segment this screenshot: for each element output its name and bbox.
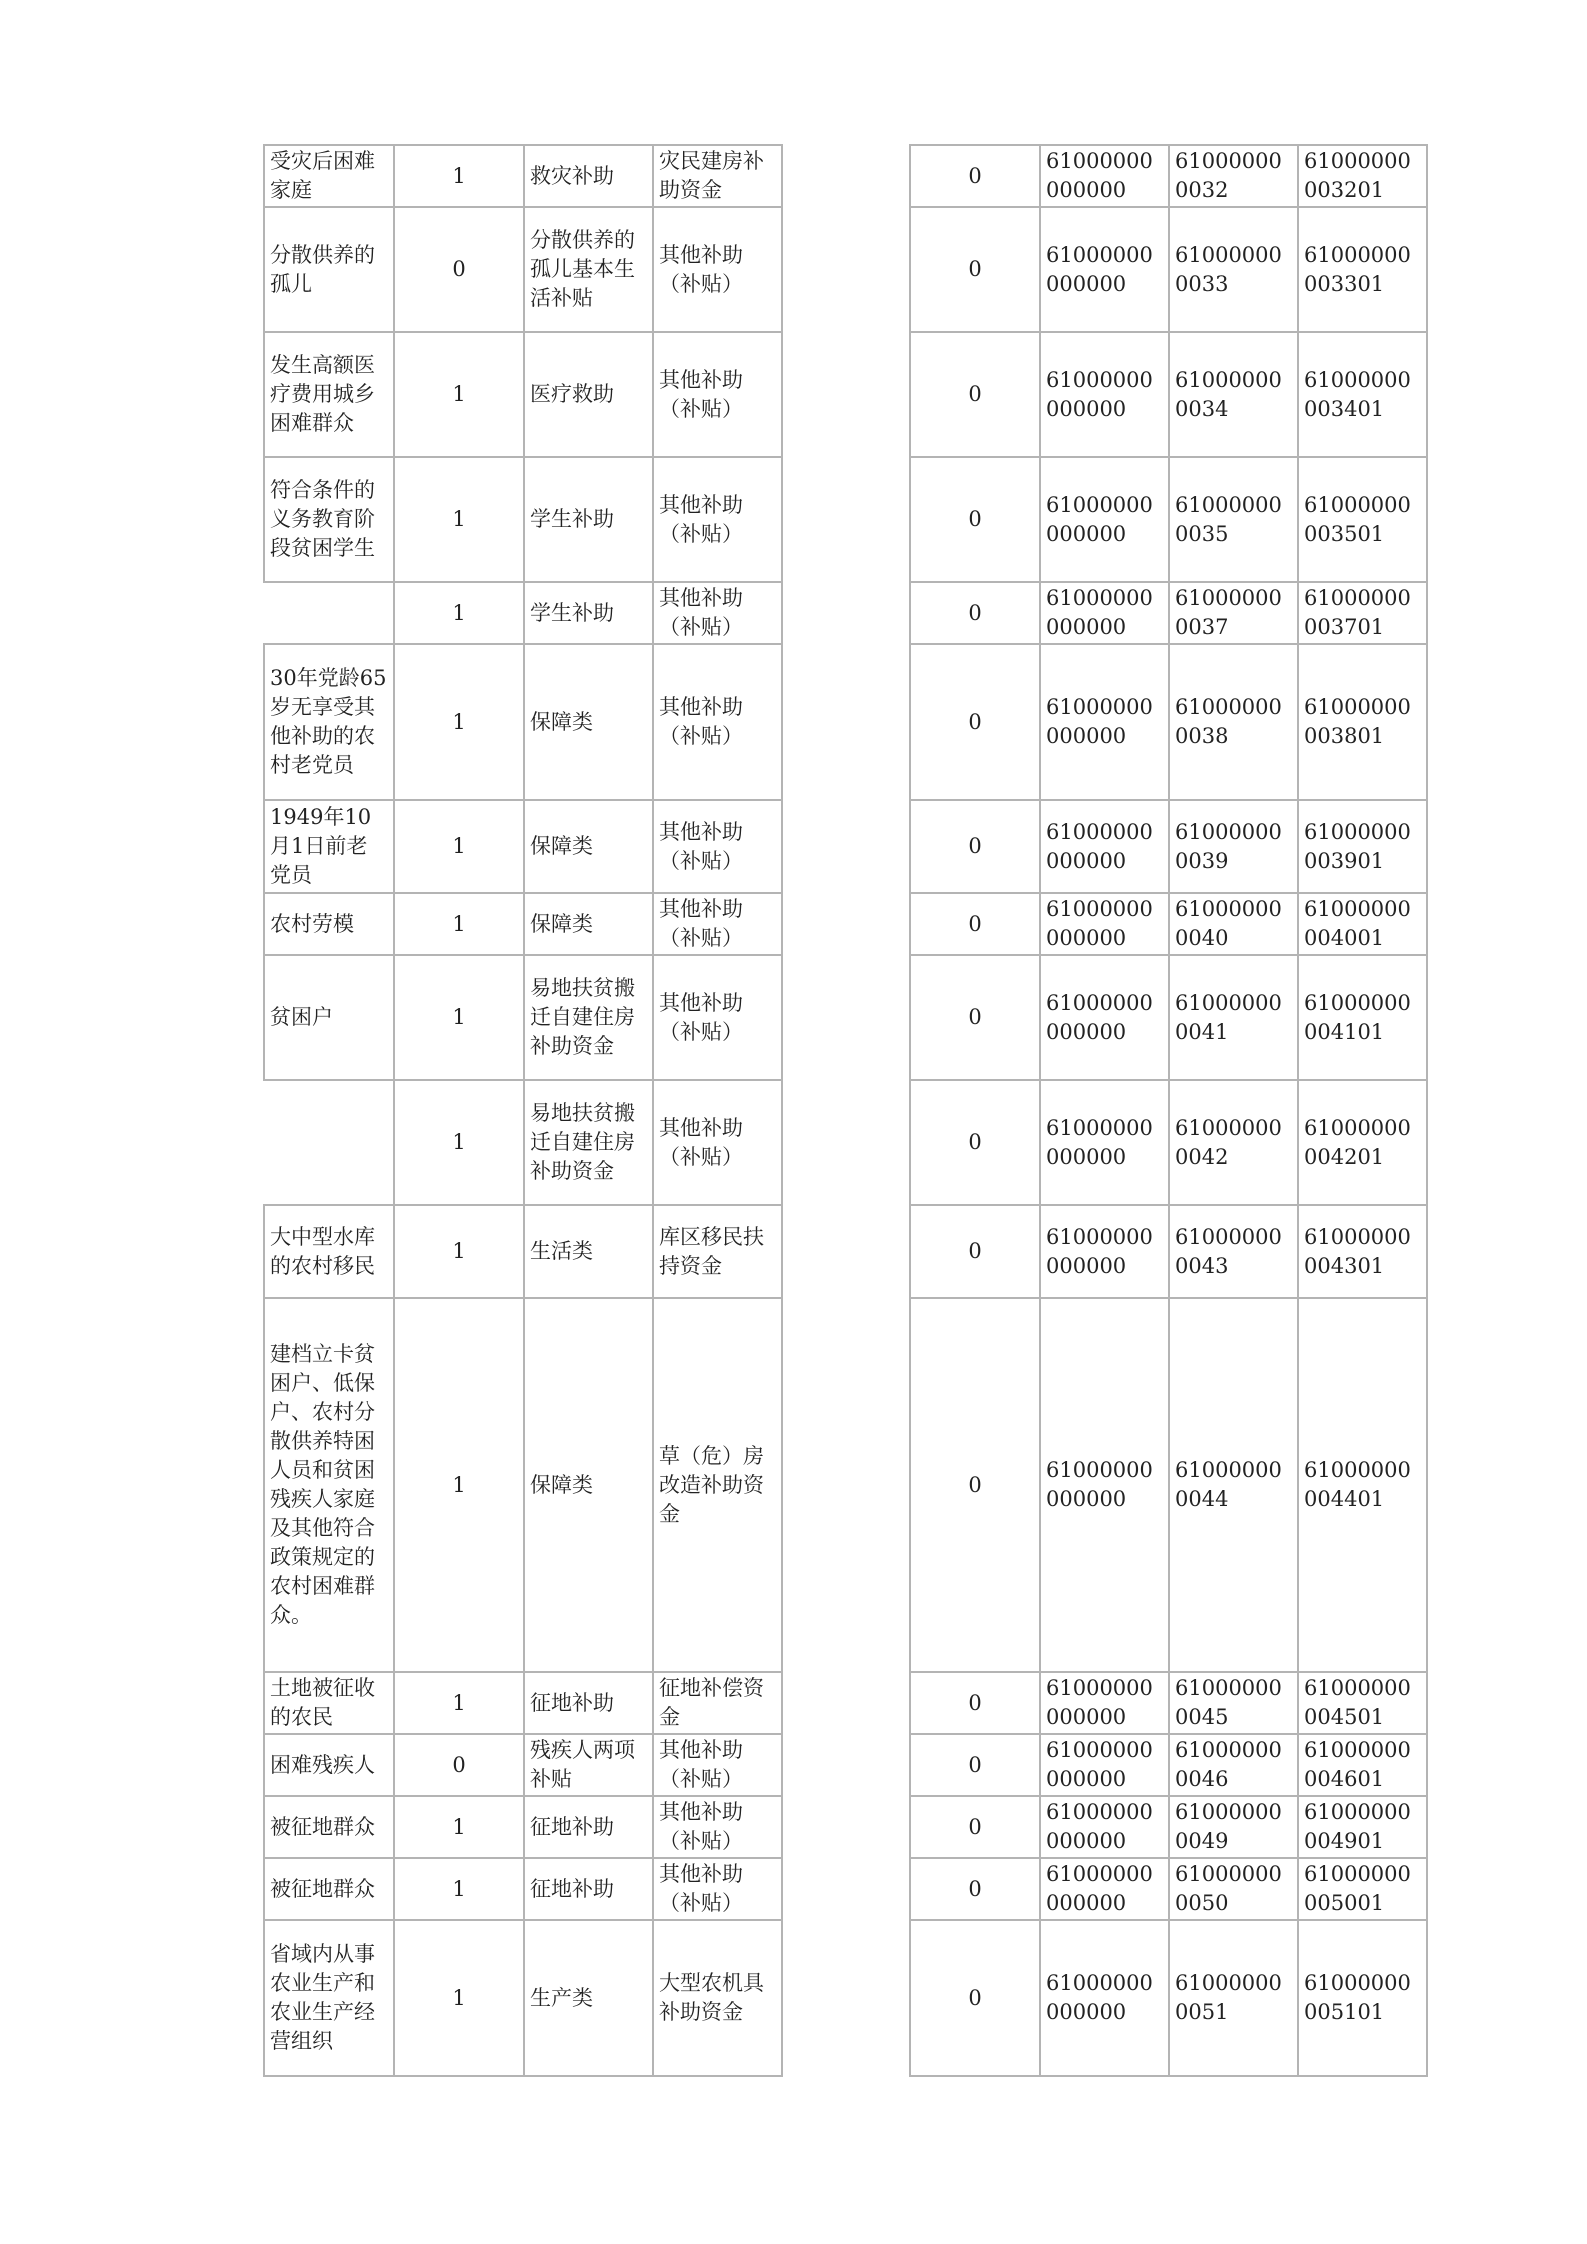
right-table-body (910, 145, 1427, 2076)
table-row (264, 955, 782, 1080)
table-row (264, 1672, 782, 1734)
cell-code2: 610000000041 (1169, 955, 1298, 1080)
cell-flag: 0 (910, 1672, 1040, 1734)
cell-code3: 61000000005101 (1298, 1920, 1427, 2076)
table-row (264, 893, 782, 955)
cell-code1: 61000000000000 (1040, 893, 1169, 955)
table-row (264, 800, 782, 893)
cell-target: 土地被征收的农民 (264, 1672, 394, 1734)
cell-item: 其他补助（补贴） (653, 893, 782, 955)
cell-flag: 1 (394, 1920, 524, 2076)
cell-code2: 610000000051 (1169, 1920, 1298, 2076)
table-row (264, 1796, 782, 1858)
cell-code1: 61000000000000 (1040, 1672, 1169, 1734)
table-row (264, 145, 782, 207)
cell-category: 救灾补助 (524, 145, 653, 207)
cell-code3: 61000000003501 (1298, 457, 1427, 582)
table-row (910, 332, 1427, 457)
table-row (264, 582, 782, 644)
table-row (264, 207, 782, 332)
cell-category: 保障类 (524, 893, 653, 955)
cell-code3: 61000000004301 (1298, 1205, 1427, 1298)
cell-item: 库区移民扶持资金 (653, 1205, 782, 1298)
table-row (910, 207, 1427, 332)
table-row (910, 1796, 1427, 1858)
cell-flag: 0 (910, 1796, 1040, 1858)
cell-target: 贫困户 (264, 955, 394, 1080)
table-row (264, 457, 782, 582)
cell-code2: 610000000032 (1169, 145, 1298, 207)
cell-target: 建档立卡贫困户、低保户、农村分散供养特困人员和贫困残疾人家庭及其他符合政策规定的农村困难群众。 (264, 1298, 394, 1672)
cell-flag: 0 (394, 1734, 524, 1796)
cell-code2: 610000000034 (1169, 332, 1298, 457)
cell-code1: 61000000000000 (1040, 1858, 1169, 1920)
cell-flag: 1 (394, 1672, 524, 1734)
table-row (910, 644, 1427, 800)
table-row (910, 1298, 1427, 1672)
cell-code1: 61000000000000 (1040, 332, 1169, 457)
cell-code1: 61000000000000 (1040, 1920, 1169, 2076)
cell-flag: 1 (394, 1858, 524, 1920)
cell-flag: 0 (910, 582, 1040, 644)
table-row (910, 582, 1427, 644)
cell-item: 其他补助（补贴） (653, 1080, 782, 1205)
cell-code1: 61000000000000 (1040, 1298, 1169, 1672)
table-row (910, 800, 1427, 893)
cell-flag: 1 (394, 1080, 524, 1205)
cell-code2: 610000000049 (1169, 1796, 1298, 1858)
cell-item: 其他补助（补贴） (653, 955, 782, 1080)
cell-code3: 61000000003301 (1298, 207, 1427, 332)
table-row (910, 1734, 1427, 1796)
cell-code2: 610000000050 (1169, 1858, 1298, 1920)
cell-flag: 0 (910, 1080, 1040, 1205)
left-table-body (264, 145, 782, 2076)
cell-flag: 1 (394, 332, 524, 457)
cell-code1: 61000000000000 (1040, 457, 1169, 582)
cell-category: 易地扶贫搬迁自建住房补助资金 (524, 1080, 653, 1205)
cell-code2: 610000000044 (1169, 1298, 1298, 1672)
cell-flag: 0 (910, 955, 1040, 1080)
cell-target (264, 1080, 394, 1205)
table-row (910, 457, 1427, 582)
cell-category: 生活类 (524, 1205, 653, 1298)
cell-code2: 610000000033 (1169, 207, 1298, 332)
cell-code1: 61000000000000 (1040, 955, 1169, 1080)
cell-category: 易地扶贫搬迁自建住房补助资金 (524, 955, 653, 1080)
cell-code1: 61000000000000 (1040, 207, 1169, 332)
cell-category: 残疾人两项补贴 (524, 1734, 653, 1796)
cell-target: 符合条件的义务教育阶段贫困学生 (264, 457, 394, 582)
table-row (910, 1672, 1427, 1734)
cell-item: 其他补助（补贴） (653, 457, 782, 582)
table-row (264, 332, 782, 457)
cell-category: 医疗救助 (524, 332, 653, 457)
cell-item: 其他补助（补贴） (653, 207, 782, 332)
cell-flag: 0 (910, 1205, 1040, 1298)
table-row (910, 145, 1427, 207)
table-row (910, 893, 1427, 955)
table-row (910, 955, 1427, 1080)
cell-category: 征地补助 (524, 1672, 653, 1734)
cell-code2: 610000000043 (1169, 1205, 1298, 1298)
cell-flag: 0 (910, 457, 1040, 582)
cell-category: 征地补助 (524, 1858, 653, 1920)
cell-category: 学生补助 (524, 582, 653, 644)
cell-category: 分散供养的孤儿基本生活补贴 (524, 207, 653, 332)
cell-target: 被征地群众 (264, 1796, 394, 1858)
cell-flag: 0 (910, 1298, 1040, 1672)
cell-item: 其他补助（补贴） (653, 644, 782, 800)
cell-code3: 61000000004601 (1298, 1734, 1427, 1796)
table-row (910, 1920, 1427, 2076)
cell-category: 保障类 (524, 1298, 653, 1672)
cell-code3: 61000000004101 (1298, 955, 1427, 1080)
cell-category: 生产类 (524, 1920, 653, 2076)
left-subsidy-table (263, 144, 783, 2077)
cell-code1: 61000000000000 (1040, 582, 1169, 644)
cell-code2: 610000000045 (1169, 1672, 1298, 1734)
cell-target (264, 582, 394, 644)
cell-flag: 0 (910, 1858, 1040, 1920)
cell-code3: 61000000004401 (1298, 1298, 1427, 1672)
cell-flag: 0 (910, 1734, 1040, 1796)
cell-item: 其他补助（补贴） (653, 1796, 782, 1858)
cell-code1: 61000000000000 (1040, 644, 1169, 800)
cell-code2: 610000000046 (1169, 1734, 1298, 1796)
cell-category: 征地补助 (524, 1796, 653, 1858)
cell-flag: 1 (394, 1205, 524, 1298)
cell-code1: 61000000000000 (1040, 1796, 1169, 1858)
cell-flag: 1 (394, 644, 524, 800)
cell-flag: 1 (394, 457, 524, 582)
cell-item: 其他补助（补贴） (653, 582, 782, 644)
cell-target: 大中型水库的农村移民 (264, 1205, 394, 1298)
cell-code3: 61000000004501 (1298, 1672, 1427, 1734)
cell-code1: 61000000000000 (1040, 800, 1169, 893)
table-row (910, 1858, 1427, 1920)
cell-target: 困难残疾人 (264, 1734, 394, 1796)
cell-code3: 61000000003801 (1298, 644, 1427, 800)
cell-item: 其他补助（补贴） (653, 800, 782, 893)
cell-flag: 1 (394, 955, 524, 1080)
cell-item: 其他补助（补贴） (653, 1734, 782, 1796)
table-row (264, 1858, 782, 1920)
cell-code3: 61000000004201 (1298, 1080, 1427, 1205)
cell-item: 征地补偿资金 (653, 1672, 782, 1734)
cell-target: 1949年10月1日前老党员 (264, 800, 394, 893)
cell-flag: 1 (394, 145, 524, 207)
cell-code3: 61000000005001 (1298, 1858, 1427, 1920)
cell-category: 保障类 (524, 644, 653, 800)
cell-code2: 610000000040 (1169, 893, 1298, 955)
cell-flag: 1 (394, 893, 524, 955)
cell-flag: 0 (910, 800, 1040, 893)
table-row (264, 644, 782, 800)
table-row (264, 1298, 782, 1672)
table-row (264, 1080, 782, 1205)
cell-item: 草（危）房改造补助资金 (653, 1298, 782, 1672)
cell-code2: 610000000038 (1169, 644, 1298, 800)
cell-flag: 0 (910, 893, 1040, 955)
cell-code3: 61000000003401 (1298, 332, 1427, 457)
cell-target: 被征地群众 (264, 1858, 394, 1920)
table-row (264, 1734, 782, 1796)
cell-code3: 61000000004901 (1298, 1796, 1427, 1858)
cell-code3: 61000000003201 (1298, 145, 1427, 207)
table-row (910, 1080, 1427, 1205)
cell-code2: 610000000042 (1169, 1080, 1298, 1205)
cell-flag: 1 (394, 582, 524, 644)
cell-code3: 61000000004001 (1298, 893, 1427, 955)
cell-category: 学生补助 (524, 457, 653, 582)
cell-flag: 1 (394, 800, 524, 893)
cell-flag: 0 (394, 207, 524, 332)
cell-item: 其他补助（补贴） (653, 1858, 782, 1920)
cell-flag: 0 (910, 644, 1040, 800)
cell-target: 发生高额医疗费用城乡困难群众 (264, 332, 394, 457)
cell-item: 大型农机具补助资金 (653, 1920, 782, 2076)
cell-code1: 61000000000000 (1040, 1205, 1169, 1298)
cell-flag: 1 (394, 1298, 524, 1672)
cell-target: 受灾后困难家庭 (264, 145, 394, 207)
cell-target: 农村劳模 (264, 893, 394, 955)
cell-flag: 0 (910, 145, 1040, 207)
cell-flag: 1 (394, 1796, 524, 1858)
cell-target: 30年党龄65岁无享受其他补助的农村老党员 (264, 644, 394, 800)
cell-category: 保障类 (524, 800, 653, 893)
cell-code1: 61000000000000 (1040, 145, 1169, 207)
cell-target: 省域内从事农业生产和农业生产经营组织 (264, 1920, 394, 2076)
cell-flag: 0 (910, 332, 1040, 457)
right-code-table (909, 144, 1428, 2077)
table-row (264, 1205, 782, 1298)
cell-code1: 61000000000000 (1040, 1080, 1169, 1205)
cell-code2: 610000000039 (1169, 800, 1298, 893)
table-row (264, 1920, 782, 2076)
cell-code3: 61000000003701 (1298, 582, 1427, 644)
cell-flag: 0 (910, 1920, 1040, 2076)
cell-target: 分散供养的孤儿 (264, 207, 394, 332)
cell-code1: 61000000000000 (1040, 1734, 1169, 1796)
cell-item: 灾民建房补助资金 (653, 145, 782, 207)
cell-flag: 0 (910, 207, 1040, 332)
cell-code3: 61000000003901 (1298, 800, 1427, 893)
table-row (910, 1205, 1427, 1298)
cell-code2: 610000000035 (1169, 457, 1298, 582)
cell-code2: 610000000037 (1169, 582, 1298, 644)
cell-item: 其他补助（补贴） (653, 332, 782, 457)
